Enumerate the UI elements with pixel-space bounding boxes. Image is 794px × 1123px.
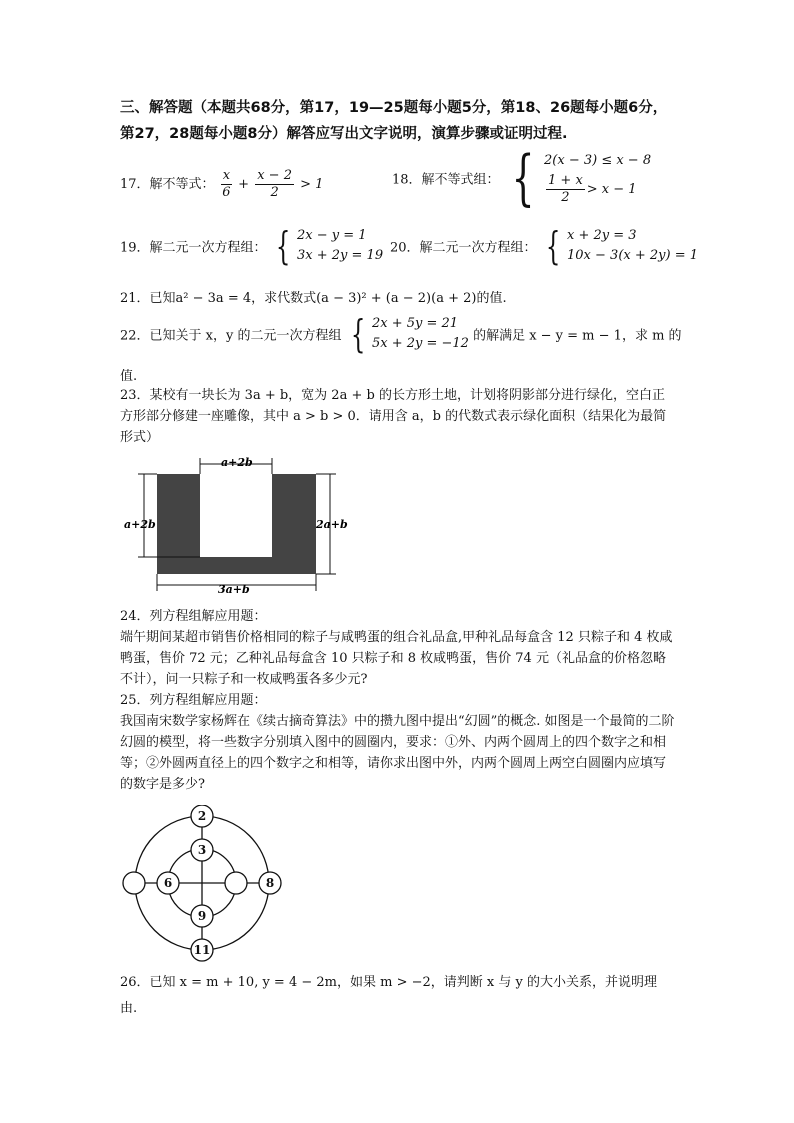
question-26: 26．已知 x = m + 10, y = 4 − 2m，如果 m > −2，请判断 x 与 y 的大小关系，并说明理 — [120, 975, 657, 990]
q20-label: 20．解二元一次方程组： — [390, 240, 537, 256]
q22-brace: { — [350, 312, 365, 356]
q20-brace: { — [545, 224, 561, 268]
circle-inner-right-blank — [225, 872, 247, 894]
q17-fraction-1: $\frac{x}{6}$ — [222, 168, 231, 200]
blank-square — [200, 474, 272, 557]
question-24-body: 端午期间某超市销售价格相同的粽子与咸鸭蛋的组合礼品盒,甲种礼品每盒含 12 只粽子和 4 枚咸鸭蛋，售价 72 元；乙种礼品每盒含 10 只粽子和 8 枚咸鸭蛋，售价 74 元（礼品盒的价格忽略不计），问一只粽子和一枚咸鸭蛋各多少元? — [120, 630, 673, 687]
question-21: 21．已知a² − 3a = 4，求代数式(a − 3)² + (a − 2)(a + 2)的值. — [120, 291, 507, 306]
num-inner-top: 3 — [197, 843, 207, 857]
question-17 — [120, 168, 323, 201]
q22-system — [372, 314, 469, 354]
question-24-title: 24．列方程组解应用题： — [120, 609, 267, 624]
q17-tail: > 1 — [300, 177, 324, 192]
question-25-title: 25．列方程组解应用题： — [120, 693, 267, 708]
q22-line2: 5x + 2y = −12 — [371, 336, 469, 351]
num-inner-bottom: 9 — [197, 909, 207, 923]
question-20 — [390, 226, 698, 266]
question-22 — [120, 314, 682, 354]
question-23: 23．某校有一块长为 3a + b，宽为 2a + b 的长方形土地，计划将阴影部分进行绿化，空白正方形部分修建一座雕像，其中 a > b > 0．请用含 a，b 的代数式表示绿化面积（结果化为最简形式） — [120, 388, 667, 445]
q18-label: 18．解不等式组： — [392, 172, 500, 188]
fig-top-label: a+2b — [221, 456, 253, 469]
q20-system — [567, 226, 698, 266]
q22-pre: 22．已知关于 x，y 的二元一次方程组 — [120, 328, 342, 344]
q19-system — [297, 226, 383, 266]
q22-continuation: 值. — [120, 369, 138, 384]
num-bottom: 11 — [193, 943, 211, 957]
num-inner-left: 6 — [163, 876, 173, 890]
q23-figure — [120, 452, 360, 597]
q19-line2: 3x + 2y = 19 — [297, 248, 384, 263]
q19-label: 19．解二元一次方程组： — [120, 240, 267, 256]
question-18 — [392, 143, 652, 213]
q18-line1: 2(x − 3) ≤ x − 8 — [544, 152, 652, 168]
question-19 — [120, 226, 383, 266]
fig-left-label: a+2b — [124, 518, 156, 531]
q20-line1: x + 2y = 3 — [567, 228, 637, 243]
q22-post: 的解满足 x − y = m − 1，求 m 的 — [473, 328, 682, 344]
q18-brace: { — [511, 143, 535, 213]
fig-bottom-label: 3a+b — [218, 583, 250, 596]
q17-label: 17．解不等式： — [120, 177, 215, 192]
q18-line2: $\frac{1 + x}{2}$ > x − 1 — [548, 172, 637, 205]
q17-plus: + — [238, 177, 250, 192]
question-25-body: 我国南宋数学家杨辉在《续古摘奇算法》中的攒九图中提出“幻圆”的概念. 如图是一个最简的二阶幻圆的模型，将一些数字分别填入图中的圆圈内，要求：①外、内两个圆周上的四个数字之和相等；②外圆两直径上的四个数字之和相等，请你求出图中外，内两个圆周上两空白圆圈内应填写的数字是多少? — [120, 714, 675, 792]
fig-right-label: 2a+b — [316, 518, 348, 531]
q20-line2: 10x − 3(x + 2y) = 1 — [567, 248, 698, 263]
q26-continuation: 由. — [120, 1001, 138, 1016]
q25-figure — [120, 805, 290, 965]
q19-brace: { — [275, 224, 291, 268]
q18-system — [544, 151, 651, 206]
num-top: 2 — [197, 809, 207, 823]
num-outer-right: 8 — [265, 876, 275, 890]
section-header: 三、解答题（本题共68分，第17，19—25题每小题5分，第18、26题每小题6分，第27，28题每小题8分）解答应写出文字说明，演算步骤或证明过程. — [120, 100, 668, 142]
q19-line1: 2x − y = 1 — [297, 228, 367, 243]
circle-outer-left-blank — [123, 872, 145, 894]
q22-line1: 2x + 5y = 21 — [371, 316, 459, 331]
q17-fraction-2: $\frac{x - 2}{2}$ — [257, 168, 292, 200]
